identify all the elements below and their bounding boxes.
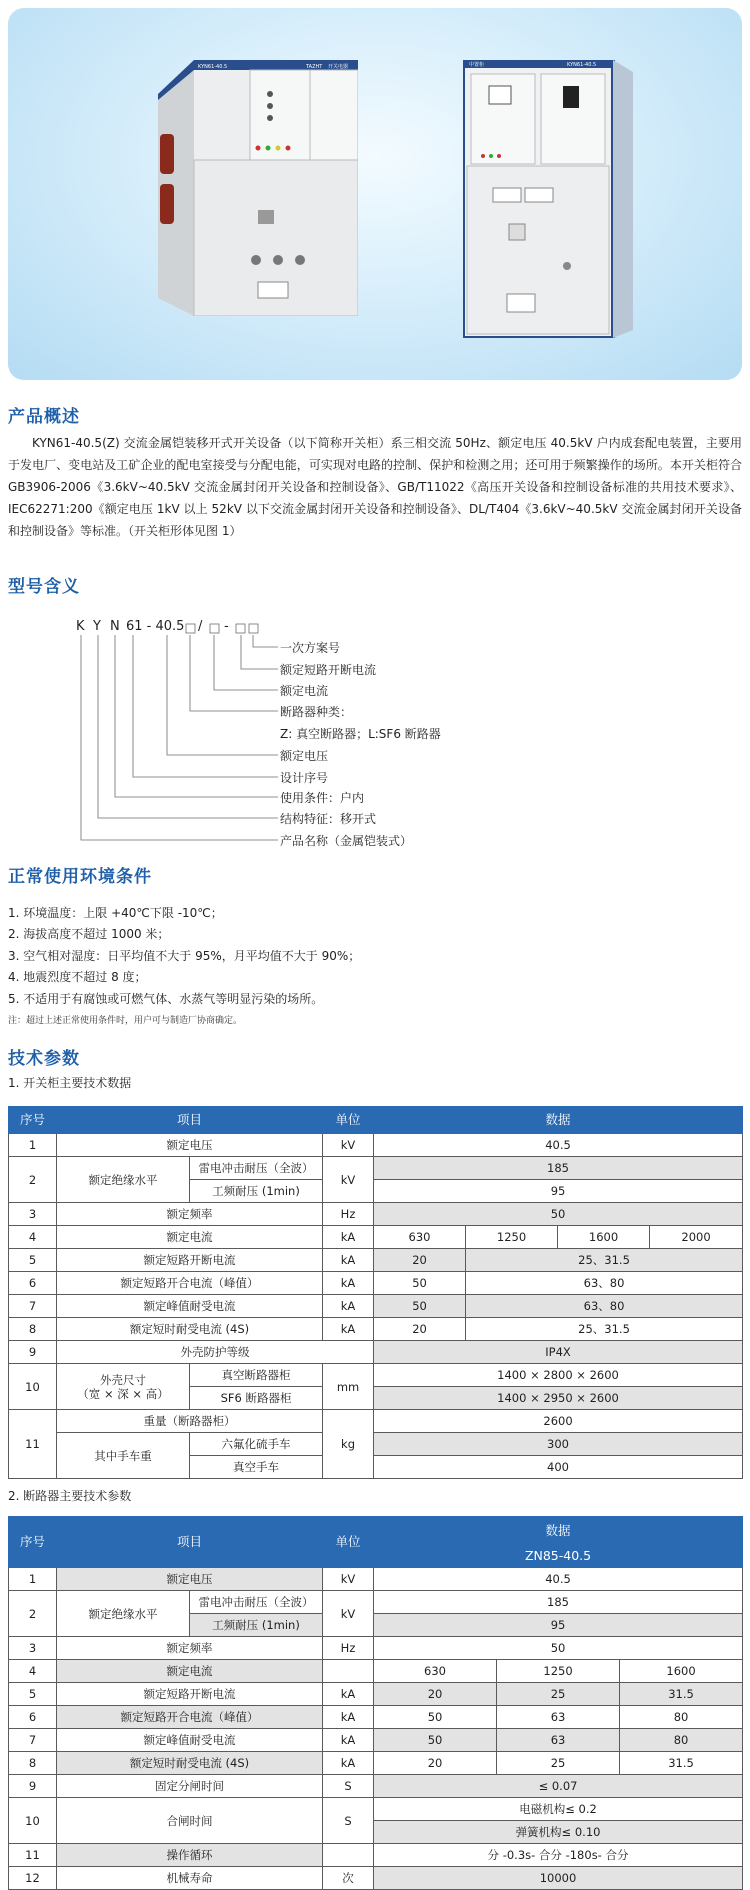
cell: 630 xyxy=(374,1660,497,1683)
model-label: 额定电流 xyxy=(280,684,329,698)
cell: kA xyxy=(323,1318,374,1341)
cell: kA xyxy=(323,1683,374,1706)
cell: 185 xyxy=(374,1591,743,1614)
col-head-unit: 单位 xyxy=(323,1107,374,1134)
env-item: 4. 地震烈度不超过 8 度； xyxy=(8,970,147,984)
table-row xyxy=(9,1706,743,1729)
cell: kg xyxy=(323,1410,374,1479)
cell: ≤ 0.07 xyxy=(374,1775,743,1798)
cell: kV xyxy=(323,1134,374,1157)
cell: mm xyxy=(323,1364,374,1410)
cell: 25、31.5 xyxy=(466,1318,743,1341)
table-row xyxy=(9,1226,743,1249)
cell: 工频耐压 (1min) xyxy=(190,1614,323,1637)
cell: 63 xyxy=(497,1729,620,1752)
model-code-slash: / xyxy=(198,619,203,634)
table-row xyxy=(9,1775,743,1798)
cell: 40.5 xyxy=(374,1568,743,1591)
model-label: 设计序号 xyxy=(280,771,329,785)
cell: 额定峰值耐受电流 xyxy=(57,1729,323,1752)
cell: SF6 断路器柜 xyxy=(190,1387,323,1410)
table-row xyxy=(9,1568,743,1591)
cell: 9 xyxy=(9,1775,57,1798)
cell: 雷电冲击耐压（全波） xyxy=(190,1157,323,1180)
model-code-n: N xyxy=(110,619,120,634)
cell: 额定电流 xyxy=(57,1660,323,1683)
cell: 10000 xyxy=(374,1867,743,1890)
switchgear-cabinet-2 xyxy=(463,60,633,338)
cell: 真空手车 xyxy=(190,1456,323,1479)
cell: 25、31.5 xyxy=(466,1249,743,1272)
cell: 外壳防护等级 xyxy=(57,1341,374,1364)
cell: S xyxy=(323,1775,374,1798)
overview-title: 产品概述 xyxy=(8,407,80,427)
env-item: 3. 空气相对湿度：日平均值不大于 95%，月平均值不大于 90%； xyxy=(8,949,361,963)
cell: kA xyxy=(323,1272,374,1295)
cell: 50 xyxy=(374,1637,743,1660)
col-head-item: 项目 xyxy=(57,1517,323,1568)
cell: 额定短路开合电流（峰值） xyxy=(57,1272,323,1295)
model-label: 断路器种类： xyxy=(280,705,353,719)
model-label: Z: 真空断路器；L:SF6 断路器 xyxy=(280,727,441,741)
cell: 63 xyxy=(497,1706,620,1729)
cabinet2-plate-left: 中置柜 xyxy=(469,62,485,68)
table-row xyxy=(9,1798,743,1821)
cell: 机械寿命 xyxy=(57,1867,323,1890)
cell: 8 xyxy=(9,1752,57,1775)
model-label: 产品名称（金属铠装式） xyxy=(280,834,413,848)
cabinet1-plate-right2: 开关电器 xyxy=(328,64,349,70)
cell: 95 xyxy=(374,1614,743,1637)
cell-line: （宽 × 深 × 高） xyxy=(77,1386,169,1401)
cell: 4 xyxy=(9,1660,57,1683)
table-row xyxy=(9,1203,743,1226)
cell: Hz xyxy=(323,1203,374,1226)
cabinet2-plate-right: KYN61-40.5 xyxy=(567,62,597,68)
cell: 3 xyxy=(9,1637,57,1660)
col-head-no: 序号 xyxy=(9,1107,57,1134)
switchgear-cabinet-1 xyxy=(158,60,358,316)
cell: 额定短时耐受电流 (4S) xyxy=(57,1318,323,1341)
cell: 1400 × 2950 × 2600 xyxy=(374,1387,743,1410)
cell: 5 xyxy=(9,1683,57,1706)
cell xyxy=(57,1364,190,1410)
table-row xyxy=(9,1683,743,1706)
table-row xyxy=(9,1364,743,1387)
cell: kA xyxy=(323,1706,374,1729)
model-label: 使用条件：户内 xyxy=(280,791,365,805)
cell: 1250 xyxy=(497,1660,620,1683)
cell: 额定绝缘水平 xyxy=(57,1157,190,1203)
cell: 额定短路开断电流 xyxy=(57,1683,323,1706)
cell: kV xyxy=(323,1157,374,1203)
cell: 1600 xyxy=(620,1660,743,1683)
table-row xyxy=(9,1867,743,1890)
cell: 8 xyxy=(9,1318,57,1341)
cell: 2600 xyxy=(374,1410,743,1433)
cell: 额定电压 xyxy=(57,1568,323,1591)
cell: 其中手车重 xyxy=(57,1433,190,1479)
switchgear-spec-table xyxy=(8,1106,743,1479)
cell: kV xyxy=(323,1568,374,1591)
cell: 2000 xyxy=(650,1226,743,1249)
cell: 11 xyxy=(9,1844,57,1867)
table-row xyxy=(9,1272,743,1295)
cell: S xyxy=(323,1798,374,1844)
cell: 630 xyxy=(374,1226,466,1249)
col-head-model: ZN85-40.5 xyxy=(374,1545,743,1568)
table-row xyxy=(9,1341,743,1364)
table-row xyxy=(9,1752,743,1775)
cell: kA xyxy=(323,1752,374,1775)
cell: 弹簧机构≤ 0.10 xyxy=(374,1821,743,1844)
col-head-data: 数据 xyxy=(374,1107,743,1134)
cell: 11 xyxy=(9,1410,57,1479)
model-code-diagram xyxy=(0,615,750,865)
cell: 10 xyxy=(9,1364,57,1410)
cell xyxy=(323,1844,374,1867)
cell: 50 xyxy=(374,1272,466,1295)
cell: 50 xyxy=(374,1295,466,1318)
env-note: 注：超过上述正常使用条件时，用户可与制造厂协商确定。 xyxy=(8,1016,243,1026)
overview-text-body: KYN61-40.5(Z) 交流金属铠装移开式开关设备（以下简称开关柜）系三相交流 50Hz、额定电压 40.5kV 户内成套配电装置，主要用于发电厂、变电站及工矿企业的配电室接受与分配电能，可实现对电路的控制、保护和检测之用；还可用于频繁操作的场所。本开关柜符合 GB3906-2006《3.6kV~40.5kV 交流金属封闭开关设备和控制设备》、GB/T11022《高压开关设备和控制设备标准的共用技术要求》、IEC62271:200《额定电压 1kV 以上 52kV 以下交流金属封闭开关设备和控制设备》、DL/T404《3.6kV~40.5kV 交流金属封闭开关设备和控制设备》等标准。（开关柜形体见图 1） xyxy=(8,436,742,538)
cell: 6 xyxy=(9,1272,57,1295)
cell: 1 xyxy=(9,1568,57,1591)
cell: 合闸时间 xyxy=(57,1798,323,1844)
table-row xyxy=(9,1637,743,1660)
table-row xyxy=(9,1660,743,1683)
model-label: 额定短路开断电流 xyxy=(280,663,377,677)
cell: 额定峰值耐受电流 xyxy=(57,1295,323,1318)
cell xyxy=(323,1660,374,1683)
cell: 雷电冲击耐压（全波） xyxy=(190,1591,323,1614)
table-row xyxy=(9,1249,743,1272)
model-code-k: K xyxy=(76,619,85,634)
table-row xyxy=(9,1433,743,1456)
cell: 80 xyxy=(620,1729,743,1752)
cell: 1250 xyxy=(466,1226,558,1249)
cell: 1400 × 2800 × 2600 xyxy=(374,1364,743,1387)
table-row xyxy=(9,1157,743,1180)
cell: 额定频率 xyxy=(57,1203,323,1226)
env-item: 1. 环境温度：上限 +40℃下限 -10℃； xyxy=(8,906,223,920)
table-row xyxy=(9,1295,743,1318)
cell: 50 xyxy=(374,1729,497,1752)
table-row xyxy=(9,1844,743,1867)
col-head-no: 序号 xyxy=(9,1517,57,1568)
cell: kV xyxy=(323,1591,374,1637)
model-code-dash: - xyxy=(224,619,229,634)
model-box-3 xyxy=(236,624,245,633)
cabinet1-plate-left: KYN61-40.5 xyxy=(198,64,228,70)
cell: 6 xyxy=(9,1706,57,1729)
model-code-y: Y xyxy=(93,619,101,634)
cell: 额定频率 xyxy=(57,1637,323,1660)
cell: 重量（断路器柜） xyxy=(57,1410,323,1433)
cell: Hz xyxy=(323,1637,374,1660)
cell: 7 xyxy=(9,1729,57,1752)
tech-title: 技术参数 xyxy=(8,1049,80,1069)
cell: 5 xyxy=(9,1249,57,1272)
cell: kA xyxy=(323,1729,374,1752)
table2-caption: 2. 断路器主要技术参数 xyxy=(8,1489,132,1503)
cell: 50 xyxy=(374,1203,743,1226)
cell: 185 xyxy=(374,1157,743,1180)
env-item: 2. 海拔高度不超过 1000 米； xyxy=(8,927,170,941)
cell: 300 xyxy=(374,1433,743,1456)
model-box-4 xyxy=(249,624,258,633)
cell: 分 -0.3s- 合分 -180s- 合分 xyxy=(374,1844,743,1867)
table-row xyxy=(9,1591,743,1614)
model-label: 一次方案号 xyxy=(280,641,341,655)
cell: 次 xyxy=(323,1867,374,1890)
cell: 额定短路开合电流（峰值） xyxy=(57,1706,323,1729)
cell: 9 xyxy=(9,1341,57,1364)
model-code-rest: 61 - 40.5 xyxy=(126,619,185,634)
cell: 63、80 xyxy=(466,1295,743,1318)
col-head-item: 项目 xyxy=(57,1107,323,1134)
col-head-data: 数据 xyxy=(374,1517,743,1545)
cell: 63、80 xyxy=(466,1272,743,1295)
cell: 31.5 xyxy=(620,1683,743,1706)
cell: 工频耐压 (1min) xyxy=(190,1180,323,1203)
cell: 1600 xyxy=(558,1226,650,1249)
model-label: 额定电压 xyxy=(280,749,329,763)
cell: 真空断路器柜 xyxy=(190,1364,323,1387)
model-box-1 xyxy=(186,624,195,633)
table-row xyxy=(9,1318,743,1341)
cell: 25 xyxy=(497,1683,620,1706)
cell: 3 xyxy=(9,1203,57,1226)
cell: 12 xyxy=(9,1867,57,1890)
table-row xyxy=(9,1134,743,1157)
table1-caption: 1. 开关柜主要技术数据 xyxy=(8,1076,132,1090)
cell: 2 xyxy=(9,1591,57,1637)
cell: 电磁机构≤ 0.2 xyxy=(374,1798,743,1821)
cell: 4 xyxy=(9,1226,57,1249)
cell: 额定电压 xyxy=(57,1134,323,1157)
breaker-spec-table xyxy=(8,1516,743,1890)
cell: kA xyxy=(323,1295,374,1318)
cell: IP4X xyxy=(374,1341,743,1364)
cell: 31.5 xyxy=(620,1752,743,1775)
cell: 1 xyxy=(9,1134,57,1157)
cell: 50 xyxy=(374,1706,497,1729)
cell: 额定绝缘水平 xyxy=(57,1591,190,1637)
cell: 95 xyxy=(374,1180,743,1203)
cell: 固定分闸时间 xyxy=(57,1775,323,1798)
cell: 操作循环 xyxy=(57,1844,323,1867)
cell: kA xyxy=(323,1226,374,1249)
overview-text xyxy=(8,432,742,542)
cell: 40.5 xyxy=(374,1134,743,1157)
cell: 20 xyxy=(374,1752,497,1775)
table-row xyxy=(9,1729,743,1752)
cell: 额定短时耐受电流 (4S) xyxy=(57,1752,323,1775)
col-head-unit: 单位 xyxy=(323,1517,374,1568)
cell: 额定电流 xyxy=(57,1226,323,1249)
cell: 80 xyxy=(620,1706,743,1729)
cell: 400 xyxy=(374,1456,743,1479)
model-box-2 xyxy=(210,624,219,633)
model-title: 型号含义 xyxy=(8,577,80,597)
cell: 额定短路开断电流 xyxy=(57,1249,323,1272)
cell: 2 xyxy=(9,1157,57,1203)
cell: 10 xyxy=(9,1798,57,1844)
cell: 20 xyxy=(374,1683,497,1706)
cell: kA xyxy=(323,1249,374,1272)
table-row xyxy=(9,1410,743,1433)
cell: 7 xyxy=(9,1295,57,1318)
cabinet1-plate-right: TAZHT xyxy=(306,64,323,70)
model-label: 结构特征：移开式 xyxy=(280,812,377,826)
cell: 25 xyxy=(497,1752,620,1775)
cell: 20 xyxy=(374,1249,466,1272)
env-item: 5. 不适用于有腐蚀或可燃气体、水蒸气等明显污染的场所。 xyxy=(8,992,324,1006)
cell: 六氟化硫手车 xyxy=(190,1433,323,1456)
env-title: 正常使用环境条件 xyxy=(8,867,152,887)
product-photo xyxy=(8,8,742,380)
cell: 20 xyxy=(374,1318,466,1341)
cell-line: 外壳尺寸 xyxy=(100,1372,146,1387)
